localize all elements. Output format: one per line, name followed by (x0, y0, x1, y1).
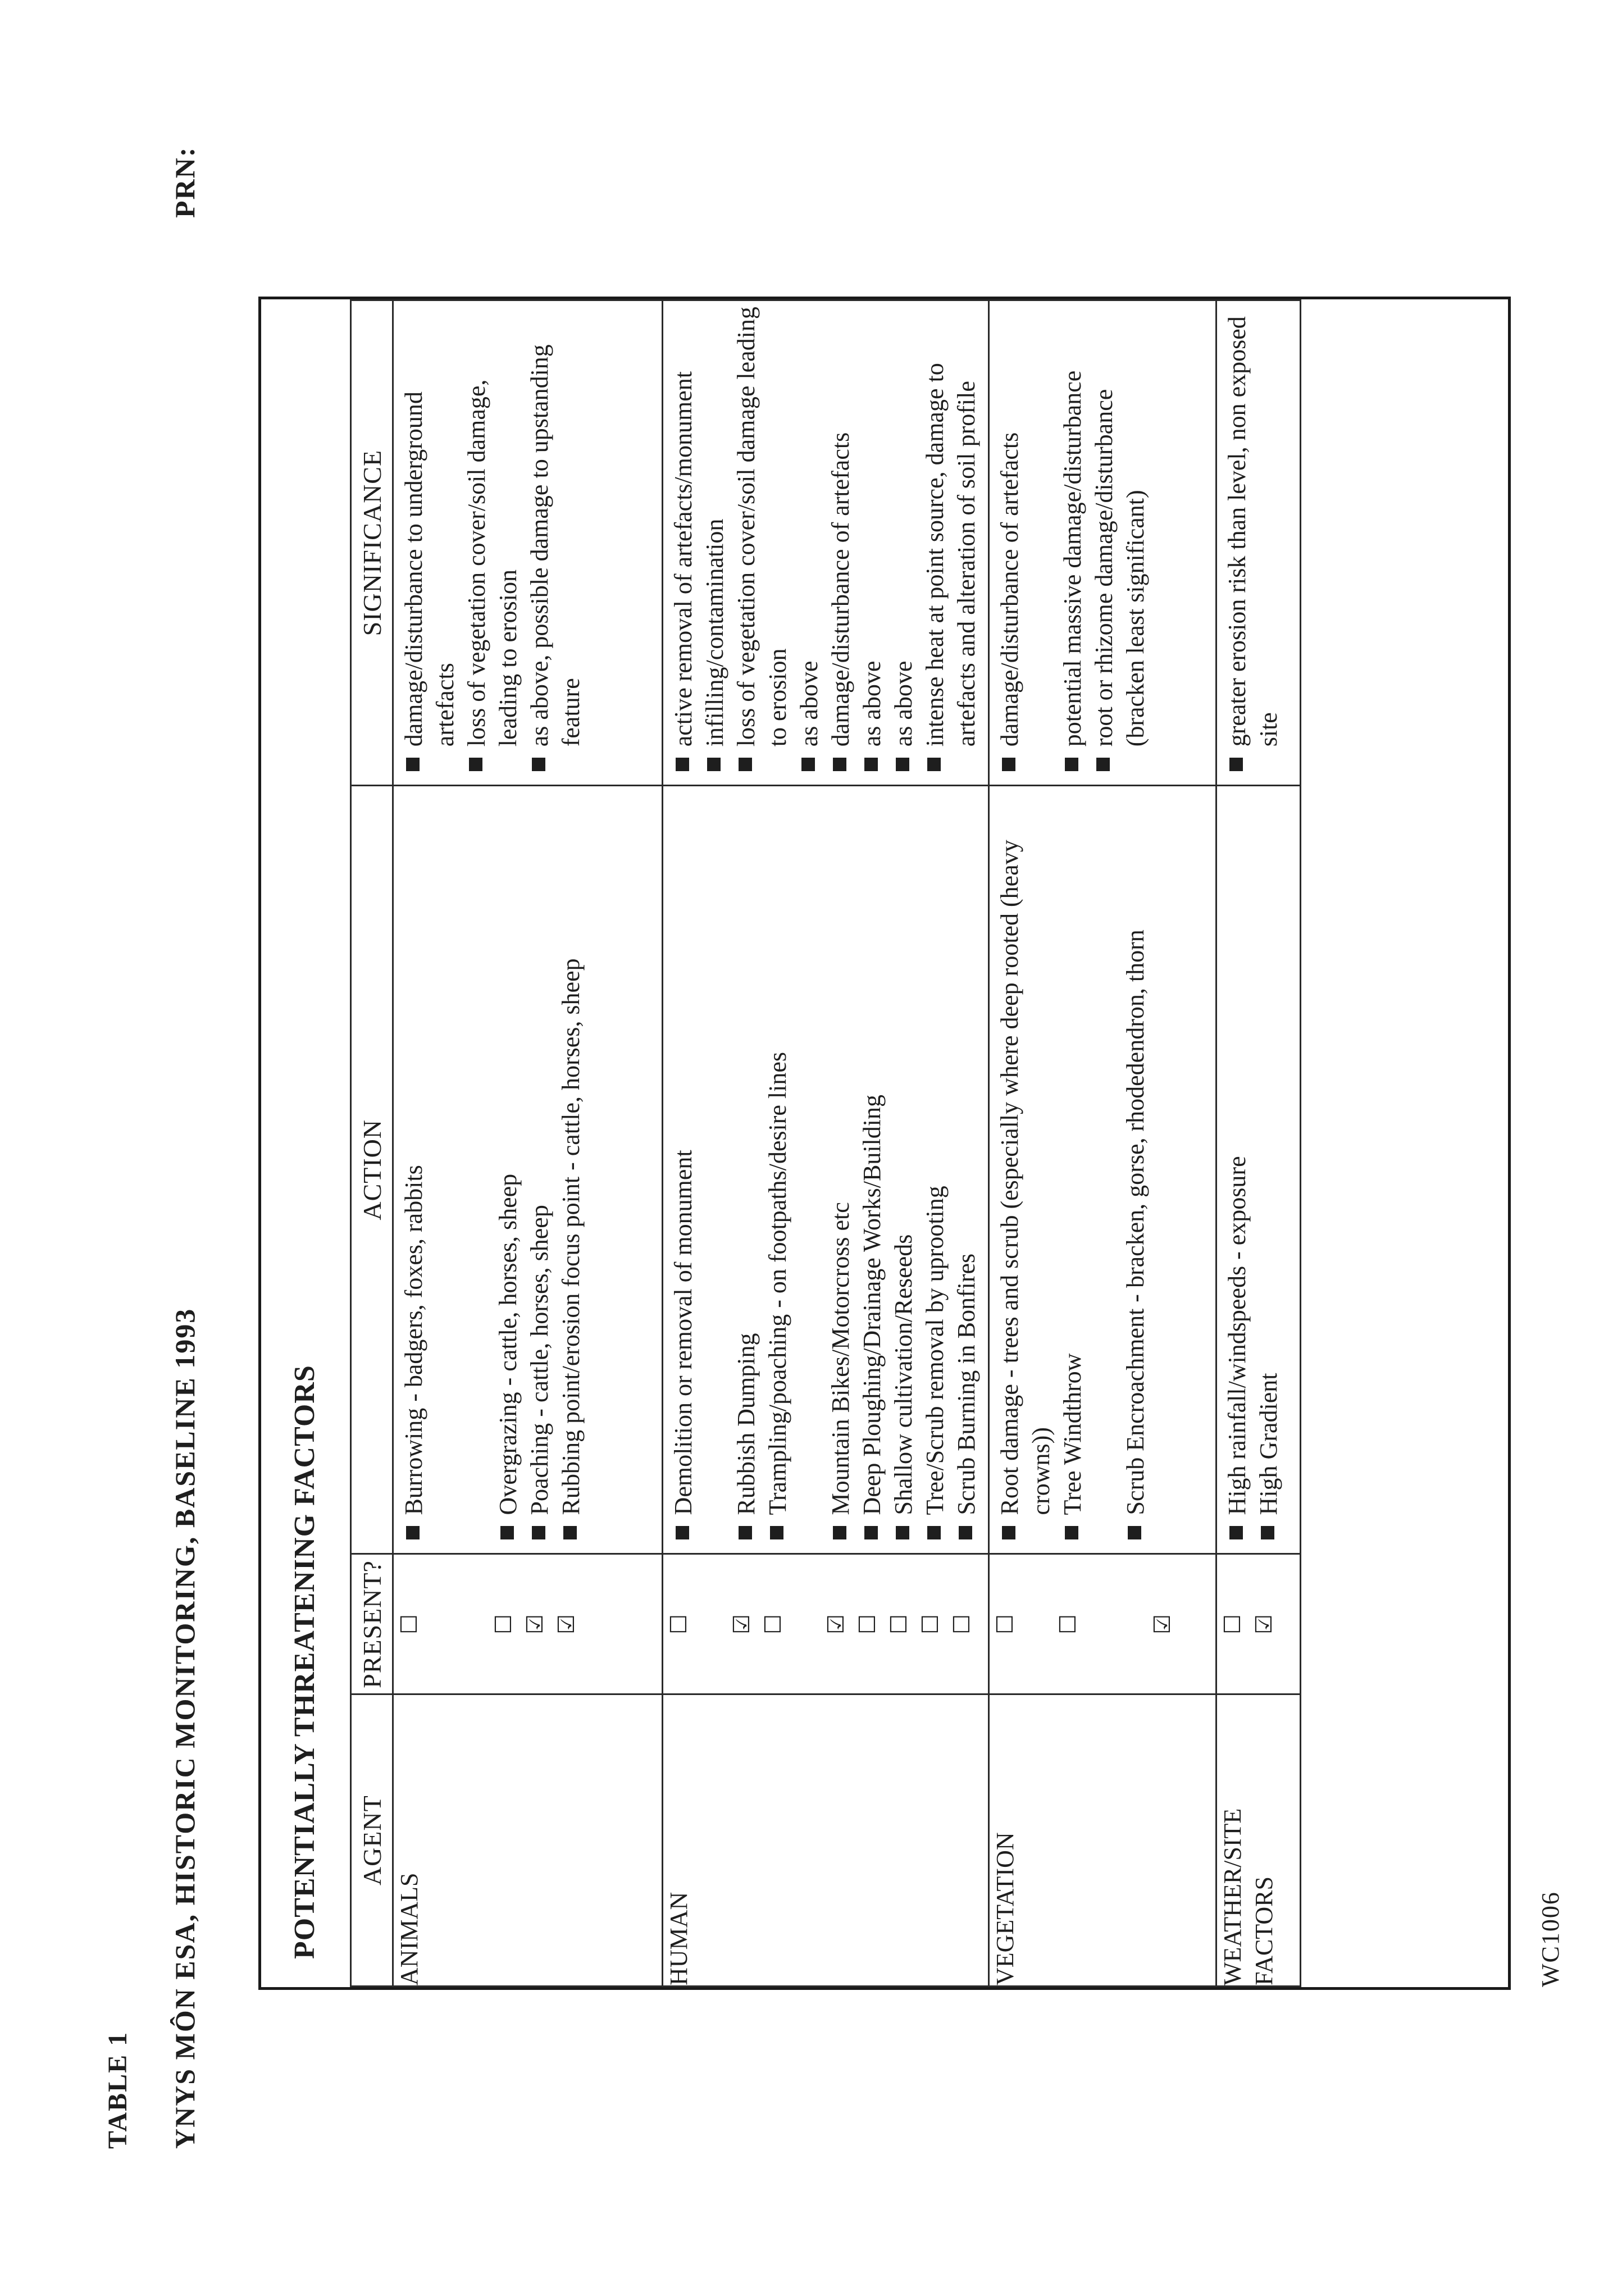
significance-text: intense heat at point source, damage to artefacts and alteration of soil profile (921, 363, 980, 747)
present-spacer (789, 1555, 821, 1693)
action-text: Mountain Bikes/Motorcross etc (827, 1202, 854, 1515)
action-text: High Gradient (1255, 1373, 1282, 1515)
action-text: Scrub Encroachment - bracken, gorse, rhodedendron, thorn (1122, 930, 1149, 1515)
list-item (994, 792, 1057, 1543)
action-text: Rubbing point/erosion focus point - cattle, horses, sheep (557, 958, 585, 1515)
significance-text: active removal of artefacts/monument (669, 371, 697, 747)
square-bullet-icon (406, 758, 420, 771)
list-item (699, 307, 731, 775)
action-text: Scrub Burning in Bonfires (953, 1253, 980, 1515)
action-text: Root damage - trees and scrub (especially where deep rooted (heavy crowns)) (996, 840, 1055, 1515)
square-bullet-icon (1065, 758, 1078, 771)
checked-checkbox[interactable]: ☑ (554, 1614, 579, 1634)
present-spacer (1021, 1555, 1053, 1693)
checked-checkbox[interactable]: ☑ (1150, 1614, 1175, 1634)
significance-text: damage/disturbance of artefacts (996, 432, 1023, 747)
square-bullet-icon (563, 1526, 577, 1539)
significance-text: as above (795, 660, 823, 747)
list-item (731, 307, 794, 775)
present-cell (1216, 1554, 1301, 1694)
square-bullet-icon (1002, 1526, 1015, 1539)
square-bullet-icon (532, 758, 545, 771)
present-cell (989, 1554, 1216, 1694)
present-spacer (425, 1555, 457, 1693)
list-item (888, 307, 919, 775)
list-item (1120, 792, 1151, 1543)
list-item (1088, 307, 1151, 775)
list-item (856, 307, 888, 775)
agent-cell: VEGETATION (989, 1694, 1216, 1987)
significance-text: infilling/contamination (701, 518, 728, 747)
empty-checkbox[interactable]: ☐ (397, 1614, 422, 1634)
square-bullet-icon (676, 758, 689, 771)
empty-checkbox[interactable]: ☐ (886, 1614, 912, 1634)
square-bullet-icon (1002, 758, 1015, 771)
list-item (668, 307, 699, 775)
present-spacer (582, 1555, 614, 1693)
square-bullet-icon (833, 1526, 846, 1539)
list-item (794, 792, 825, 1543)
action-cell (663, 786, 989, 1554)
action-text: Shallow cultivation/Reseeds (890, 1234, 917, 1515)
list-item (430, 792, 461, 1543)
square-bullet-icon (864, 758, 878, 771)
list-item (731, 792, 762, 1543)
list-item (1222, 792, 1253, 1543)
table-frame (258, 297, 1511, 1990)
square-bullet-icon (739, 1526, 752, 1539)
action-cell (1216, 786, 1301, 1554)
list-item (825, 307, 856, 775)
list-item (699, 792, 731, 1543)
significance-list (663, 301, 988, 785)
header-row (351, 300, 393, 1987)
significance-cell (989, 300, 1216, 786)
present-cell (393, 1554, 663, 1694)
checked-checkbox[interactable]: ☑ (522, 1614, 548, 1634)
checked-checkbox[interactable]: ☑ (823, 1614, 849, 1634)
significance-text: as above, possible damage to upstanding feature (526, 344, 585, 747)
present-spacer (695, 1555, 726, 1693)
square-bullet-icon (676, 1526, 689, 1539)
table-row (1216, 300, 1301, 1987)
significance-text: loss of vegetation cover/soil damage leading to erosion (732, 307, 791, 747)
table-row (393, 300, 663, 1987)
present-spacer (1115, 1555, 1147, 1693)
action-text: Deep Ploughing/Drainage Works/Building (858, 1095, 886, 1515)
list-item (493, 792, 524, 1543)
action-text: Overgrazing - cattle, horses, sheep (494, 1173, 522, 1515)
list-item (668, 792, 699, 1543)
significance-cell (663, 300, 989, 786)
empty-checkbox[interactable]: ☐ (992, 1614, 1018, 1634)
list-item (524, 307, 587, 775)
significance-cell (393, 300, 663, 786)
list-item (1026, 307, 1057, 775)
list-item (555, 792, 587, 1543)
action-cell (989, 786, 1216, 1554)
empty-checkbox[interactable]: ☐ (918, 1614, 943, 1634)
square-bullet-icon (1128, 1526, 1141, 1539)
table-label: TABLE 1 (103, 2031, 133, 2149)
present-spacer (1084, 1555, 1115, 1693)
list-item (919, 307, 982, 775)
action-list (663, 786, 988, 1553)
list-item (398, 307, 461, 775)
list-item (398, 792, 430, 1543)
present-cell (663, 1554, 989, 1694)
agent-cell: HUMAN (663, 1694, 989, 1987)
square-bullet-icon (833, 758, 846, 771)
list-item (825, 792, 856, 1543)
agent-cell: ANIMALS (393, 1694, 663, 1987)
list-item (794, 307, 825, 775)
empty-checkbox[interactable]: ☐ (949, 1614, 974, 1634)
square-bullet-icon (770, 1526, 783, 1539)
list-item (1253, 792, 1284, 1543)
prn-label: PRN: (169, 146, 201, 218)
square-bullet-icon (469, 758, 482, 771)
square-bullet-icon (1065, 1526, 1078, 1539)
square-bullet-icon (864, 1526, 878, 1539)
action-text: High rainfall/windspeeds - exposure (1223, 1156, 1251, 1515)
action-list (1217, 786, 1290, 1553)
empty-checkbox[interactable]: ☐ (855, 1614, 880, 1634)
empty-checkbox[interactable]: ☐ (760, 1614, 786, 1634)
square-bullet-icon (1261, 1526, 1274, 1539)
list-item (919, 792, 951, 1543)
list-item (1088, 792, 1120, 1543)
list-item (856, 792, 888, 1543)
empty-checkbox[interactable]: ☐ (1220, 1614, 1245, 1634)
list-item (461, 307, 524, 775)
significance-text: loss of vegetation cover/soil damage, leading to erosion (463, 379, 522, 747)
list-item (994, 307, 1026, 775)
significance-text: damage/disturbance of artefacts (827, 432, 854, 747)
action-text: Tree/Scrub removal by uprooting (921, 1186, 949, 1515)
action-text: Trampling/poaching - on footpaths/desire lines (764, 1051, 791, 1515)
table-row (989, 300, 1216, 1987)
significance-text: root or rhizome damage/disturbance (bracken least significant) (1090, 389, 1149, 747)
column-header-present: PRESENT? (351, 1554, 393, 1694)
action-cell (393, 786, 663, 1554)
significance-text: greater erosion risk than level, non exposed site (1223, 316, 1282, 747)
square-bullet-icon (707, 758, 721, 771)
square-bullet-icon (1229, 758, 1243, 771)
significance-list (394, 301, 593, 785)
agent-cell: WEATHER/SITE FACTORS (1216, 1694, 1301, 1987)
square-bullet-icon (1096, 758, 1110, 771)
action-text: Burrowing - badgers, foxes, rabbits (400, 1165, 427, 1515)
action-list (394, 786, 593, 1553)
significance-text: as above (890, 660, 917, 747)
present-spacer (457, 1555, 488, 1693)
significance-list (1217, 301, 1290, 785)
threat-factors-table (350, 299, 1301, 1987)
document-title: YNYS MÔN ESA, HISTORIC MONITORING, BASELINE 1993 (169, 1308, 201, 2149)
square-bullet-icon (927, 1526, 941, 1539)
action-text: Rubbish Dumping (732, 1333, 760, 1515)
column-header-agent: AGENT (351, 1694, 393, 1987)
square-bullet-icon (896, 758, 909, 771)
square-bullet-icon (801, 758, 815, 771)
list-item (888, 792, 919, 1543)
list-item (762, 792, 794, 1543)
list-item (1057, 792, 1088, 1543)
significance-list (990, 301, 1157, 785)
list-item (1222, 307, 1284, 775)
square-bullet-icon (896, 1526, 909, 1539)
list-item (1057, 307, 1088, 775)
table-body (393, 300, 1301, 1987)
square-bullet-icon (739, 758, 752, 771)
square-bullet-icon (532, 1526, 545, 1539)
empty-checkbox[interactable]: ☐ (1055, 1614, 1081, 1634)
column-header-action: ACTION (351, 786, 393, 1554)
action-text: Poaching - cattle, horses, sheep (526, 1205, 553, 1515)
significance-cell (1216, 300, 1301, 786)
footer-reference: WC1006 (1537, 1891, 1564, 1987)
checked-checkbox[interactable]: ☑ (729, 1614, 754, 1634)
action-text: Tree Windthrow (1059, 1353, 1086, 1515)
significance-text: damage/disturbance to underground artefacts (400, 391, 459, 747)
list-item (461, 792, 493, 1543)
empty-checkbox[interactable]: ☐ (491, 1614, 516, 1634)
square-bullet-icon (406, 1526, 420, 1539)
empty-checkbox[interactable]: ☐ (666, 1614, 691, 1634)
significance-text: potential massive damage/disturbance (1059, 370, 1086, 747)
square-bullet-icon (927, 758, 941, 771)
list-item (951, 792, 982, 1543)
action-text: Demolition or removal of monument (669, 1150, 697, 1515)
significance-text: as above (858, 660, 886, 747)
square-bullet-icon (500, 1526, 514, 1539)
action-list (990, 786, 1157, 1553)
list-item (524, 792, 555, 1543)
table-title: POTENTIALLY THREATENING FACTORS (289, 1365, 321, 1959)
square-bullet-icon (959, 1526, 972, 1539)
column-header-significance: SIGNIFICANCE (351, 300, 393, 786)
checked-checkbox[interactable]: ☑ (1251, 1614, 1277, 1634)
table-row (663, 300, 989, 1987)
square-bullet-icon (1229, 1526, 1243, 1539)
